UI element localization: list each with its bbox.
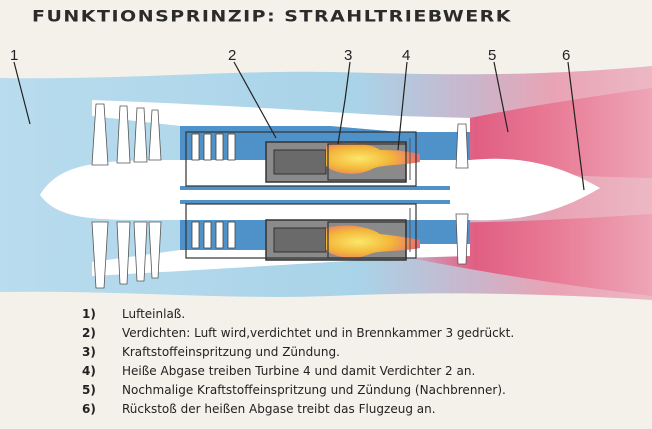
legend-number: 5) — [82, 382, 96, 397]
legend-item — [82, 399, 514, 418]
diagram-title: FUNKTIONSPRINZIP: STRAHLTRIEBWERK — [32, 7, 513, 26]
label-2: 2 — [228, 47, 237, 64]
legend-number: 6) — [82, 401, 96, 416]
label-6: 6 — [562, 47, 571, 64]
legend-text: Lufteinlaß. — [122, 306, 186, 321]
legend-list — [82, 304, 514, 418]
label-1: 1 — [10, 47, 19, 64]
legend-number: 4) — [82, 363, 96, 378]
legend-number: 2) — [82, 325, 96, 340]
legend-item — [82, 380, 514, 399]
label-5: 5 — [488, 47, 497, 64]
legend-text: Rückstoß der heißen Abgase treibt das Flugzeug an. — [122, 401, 436, 416]
legend-text: Heiße Abgase treiben Turbine 4 und damit Verdichter 2 an. — [122, 363, 476, 378]
legend-item — [82, 342, 514, 361]
legend-number: 3) — [82, 344, 96, 359]
legend-text: Nochmalige Kraftstoffeinspritzung und Zündung (Nachbrenner). — [122, 382, 506, 397]
legend-text: Verdichten: Luft wird,verdichtet und in Brennkammer 3 gedrückt. — [122, 325, 515, 340]
label-3: 3 — [344, 47, 353, 64]
shaft — [176, 190, 472, 200]
legend-number: 1) — [82, 306, 96, 321]
legend-text: Kraftstoffeinspritzung und Zündung. — [122, 344, 340, 359]
legend-item — [82, 304, 514, 323]
label-4: 4 — [402, 47, 411, 64]
legend-item — [82, 323, 514, 342]
legend-item — [82, 361, 514, 380]
